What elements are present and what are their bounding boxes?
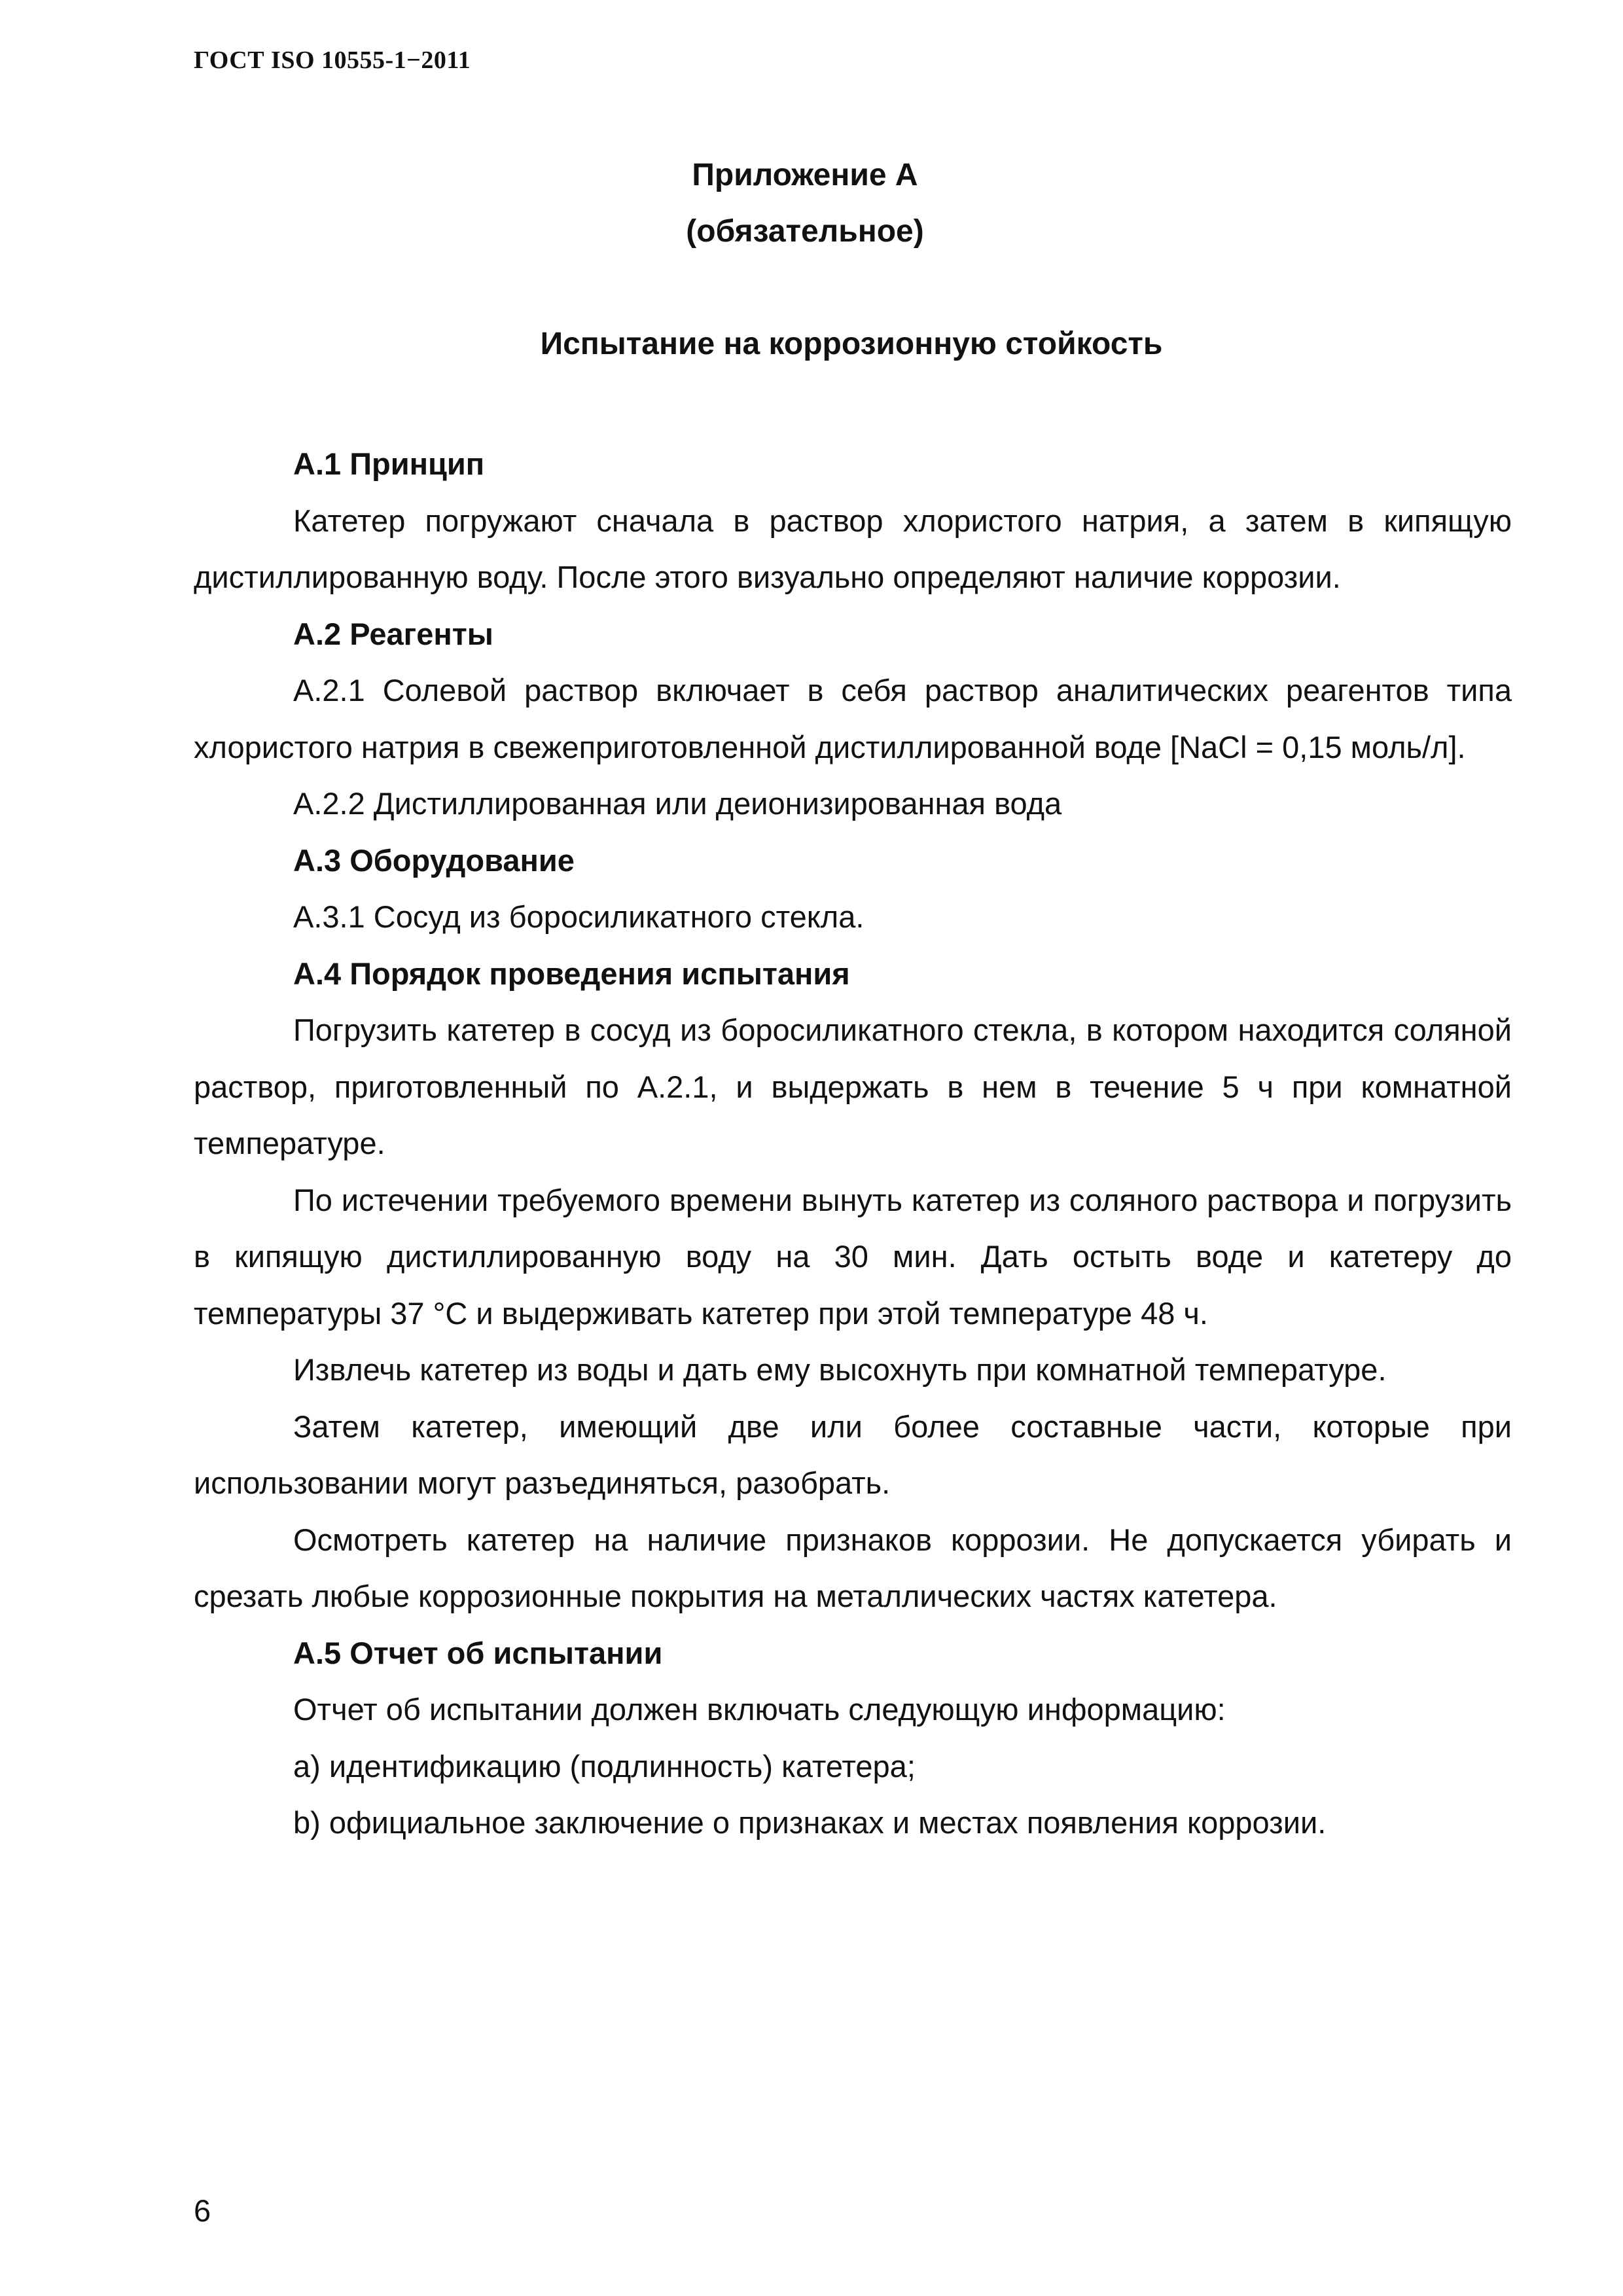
paragraph: Извлечь катетер из воды и дать ему высохнуть при комнатной температуре. <box>293 1352 1387 1387</box>
paragraph: Затем катетер, имеющий две или более составные части, которые при использовании могут разъединяться, разобрать. <box>194 1408 1512 1500</box>
list-item: b) официальное заключение о признаках и местах появления коррозии. <box>293 1805 1327 1840</box>
section-heading-a1: А.1 Принцип <box>293 446 485 481</box>
paragraph: Осмотреть катетер на наличие признаков коррозии. Не допускается убирать и срезать любые коррозионные покрытия на металлических частях катетера. <box>194 1522 1512 1613</box>
section-heading-a4: А.4 Порядок проведения испытания <box>293 956 850 991</box>
annex-subject-title: Испытание на коррозионную стойкость <box>540 327 1163 361</box>
paragraph: Погрузить катетер в сосуд из боросиликатного стекла, в котором находится соляной раствор, приготовленный по А.2.1, и выдержать в нем в течение 5 ч при комнатной температуре. <box>194 1013 1512 1160</box>
document-body <box>194 436 1512 1852</box>
paragraph: А.2.1 Солевой раствор включает в себя раствор аналитических реагентов типа хлористого натрия в свежеприготовленной дистиллированной воде [NaCl = 0,15 моль/л]. <box>194 673 1512 764</box>
list-item: а) идентификацию (подлинность) катетера; <box>293 1748 916 1784</box>
paragraph: А.3.1 Сосуд из боросиликатного стекла. <box>293 899 865 934</box>
section-heading-a3: А.3 Оборудование <box>293 842 575 878</box>
paragraph: По истечении требуемого времени вынуть катетер из соляного раствора и погрузить в кипящую дистиллированную воду на 30 мин. Дать остыть воде и катетеру до температуры 37 °С и выдерживать катетер при этой температуре 48 ч. <box>194 1182 1512 1331</box>
document-code: ГОСТ ISO 10555-1−2011 <box>194 46 471 74</box>
paragraph: Катетер погружают сначала в раствор хлористого натрия, а затем в кипящую дистиллированную воду. После этого визуально определяют наличие коррозии. <box>194 503 1512 594</box>
section-heading-a5: А.5 Отчет об испытании <box>293 1635 663 1670</box>
paragraph: А.2.2 Дистиллированная или деионизированная вода <box>293 786 1062 821</box>
section-heading-a2: А.2 Реагенты <box>293 616 493 651</box>
page-number: 6 <box>194 2193 211 2228</box>
annex-status: (обязательное) <box>686 214 924 249</box>
paragraph: Отчет об испытании должен включать следующую информацию: <box>293 1692 1226 1727</box>
annex-title: Приложение А <box>692 158 918 192</box>
